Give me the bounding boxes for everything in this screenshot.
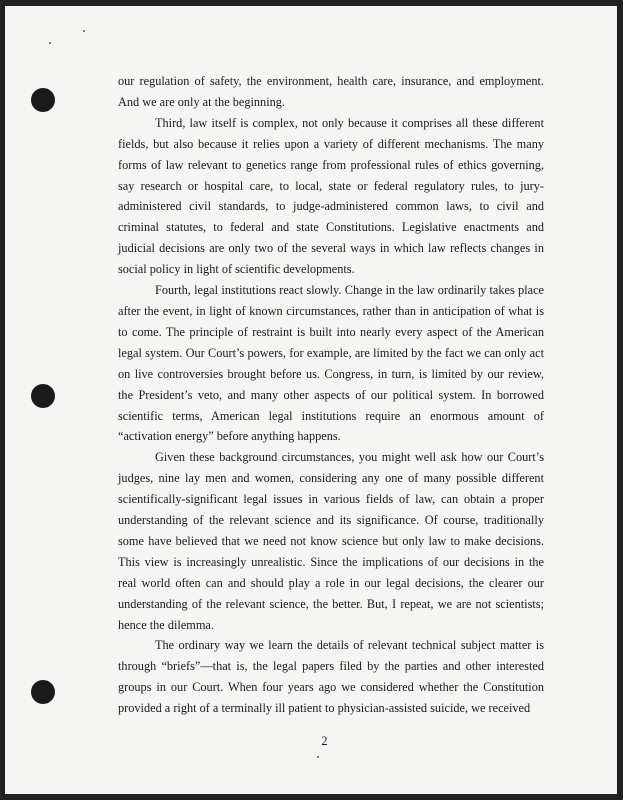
paragraph-2: Third, law itself is complex, not only because it comprises all these different fields, but also because it relies upon a variety of different mechanisms. The many forms of law relevant to genetics range from professional rules of ethics governing, say research or hospital care, to local, state or federal regulatory rules, to jury-administered civil standards, to judge-administered common laws, to civil and criminal statutes, to federal and state Constitutions. Legislative enactments and judicial decisions are only two of the several ways in which law reflects changes in social policy in light of scientific developments.	[118, 115, 544, 277]
paper-speck	[317, 756, 319, 758]
paper-speck	[49, 42, 51, 44]
paragraph-5: The ordinary way we learn the details of relevant technical subject matter is through “briefs”—that is, the legal papers filed by the parties and other interested groups in our Court. When four years ago we considered whether the Constitution provided a right of a terminally ill patient to physician-assisted suicide, we received	[118, 638, 544, 716]
paper-speck	[83, 30, 85, 32]
paragraph-4: Given these background circumstances, you might well ask how our Court’s judges, nine lay men and women, considering any one of many possible different scientifically-significant legal issues in various fields of law, can obtain a proper understanding of the relevant science and its significance. Of course, traditionally some have believed that we need not know science but only law to make decisions. This view is increasingly unrealistic. Since the implications of our decisions in the real world often can and should play a role in our legal decisions, the clearer our understanding of the relevant science, the better. But, I repeat, we are not scientists; hence the dilemma.	[118, 450, 544, 632]
body-text	[118, 71, 544, 719]
binder-hole-middle	[31, 384, 55, 408]
paragraph-1: our regulation of safety, the environment, health care, insurance, and employment. And we are only at the beginning.	[118, 74, 544, 109]
page-number: 2	[321, 734, 328, 748]
binder-hole-bottom	[31, 680, 55, 704]
paragraph-3: Fourth, legal institutions react slowly. Change in the law ordinarily takes place after the event, in light of known circumstances, rather than in anticipation of what is to come. The principle of restraint is built into nearly every aspect of the American legal system. Our Court’s powers, for example, are limited by the fact we can only act on live controversies brought before us. Congress, in turn, is limited by our review, the President’s veto, and many other aspects of our political system. In borrowed scientific terms, American legal institutions require an enormous amount of “activation energy” before anything happens.	[118, 283, 544, 444]
binder-hole-top	[31, 88, 55, 112]
